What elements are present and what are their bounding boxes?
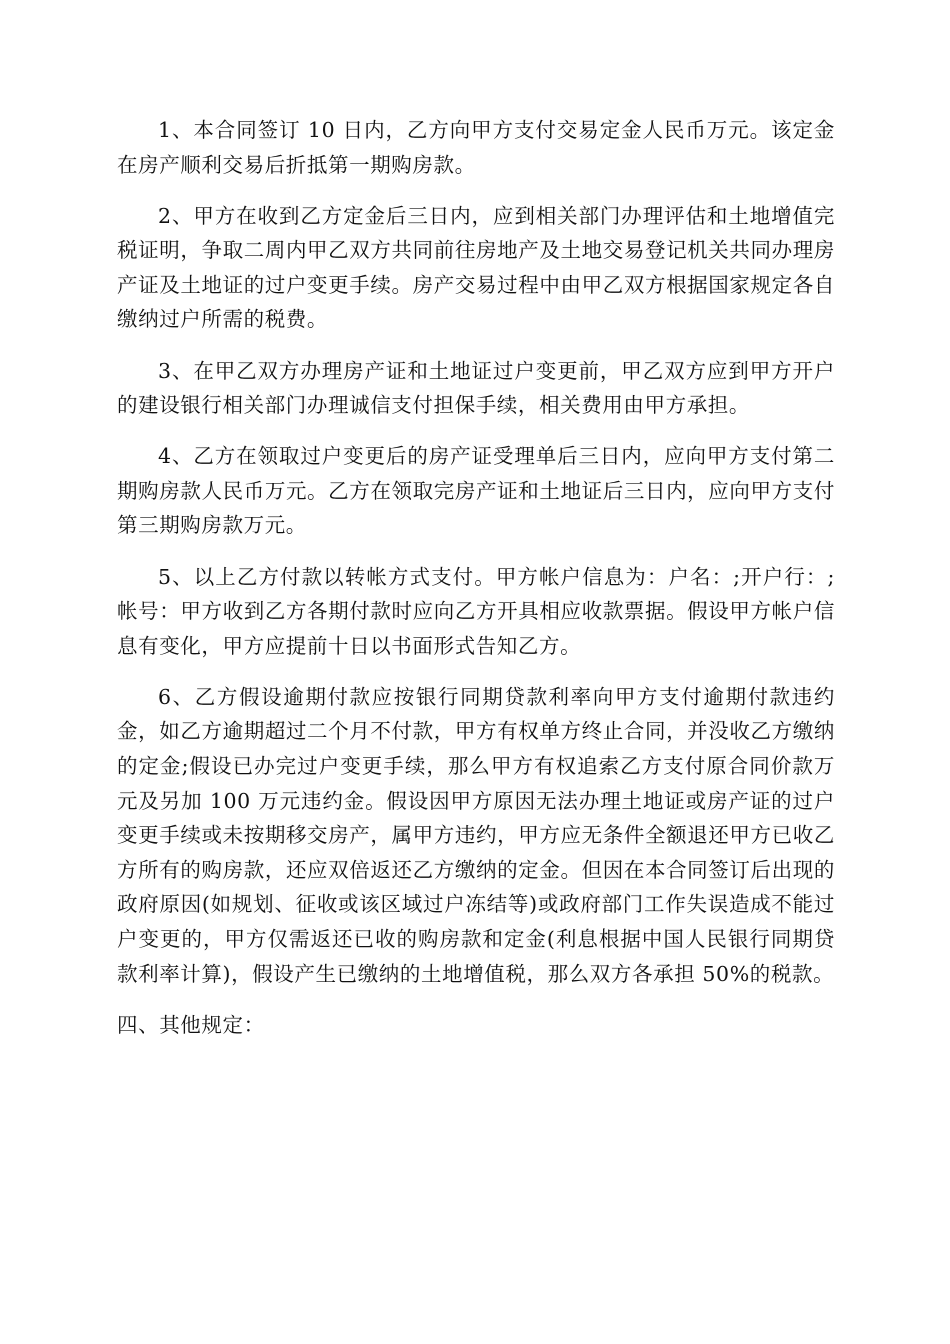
clause-2-paragraph: 2、甲方在收到乙方定金后三日内，应到相关部门办理评估和土地增值完税证明，争取二周内甲乙双方共同前往房地产及土地交易登记机关共同办理房产证及土地证的过户变更手续。房产交易过程中由甲乙双方根据国家规定各自缴纳过户所需的税费。	[117, 203, 835, 332]
clause-6-paragraph: 6、乙方假设逾期付款应按银行同期贷款利率向甲方支付逾期付款违约金，如乙方逾期超过二个月不付款，甲方有权单方终止合同，并没收乙方缴纳的定金;假设已办完过户变更手续，那么甲方有权追索乙方支付原合同价款万元及另加 100 万元违约金。假设因甲方原因无法办理土地证或房产证的过户变更手续或未按期移交房产，属甲方违约，甲方应无条件全额退还甲方已收乙方所有的购房款，还应双倍返还乙方缴纳的定金。但因在本合同签订后出现的政府原因(如规划、征收或该区域过户冻结等)或政府部门工作失误造成不能过户变更的，甲方仅需返还已收的购房款和定金(利息根据中国人民银行同期贷款利率计算)，假设产生已缴纳的土地增值税，那么双方各承担 50%的税款。	[117, 684, 835, 986]
clause-4-paragraph: 4、乙方在领取过户变更后的房产证受理单后三日内，应向甲方支付第二期购房款人民币万元。乙方在领取完房产证和土地证后三日内，应向甲方支付第三期购房款万元。	[117, 444, 835, 538]
clause-5-paragraph: 5、以上乙方付款以转帐方式支付。甲方帐户信息为：户名：;开户行：;帐号：甲方收到乙方各期付款时应向乙方开具相应收款票据。假设甲方帐户信息有变化，甲方应提前十日以书面形式告知乙方。	[117, 564, 835, 658]
clause-1-paragraph: 1、本合同签订 10 日内，乙方向甲方支付交易定金人民币万元。该定金在房产顺利交易后折抵第一期购房款。	[117, 118, 835, 177]
document-body	[117, 113, 835, 1042]
clause-3-paragraph: 3、在甲乙双方办理房产证和土地证过户变更前，甲乙双方应到甲方开户的建设银行相关部门办理诚信支付担保手续，相关费用由甲方承担。	[117, 358, 835, 418]
section-heading-other-provisions: 四、其他规定：	[117, 1012, 265, 1037]
